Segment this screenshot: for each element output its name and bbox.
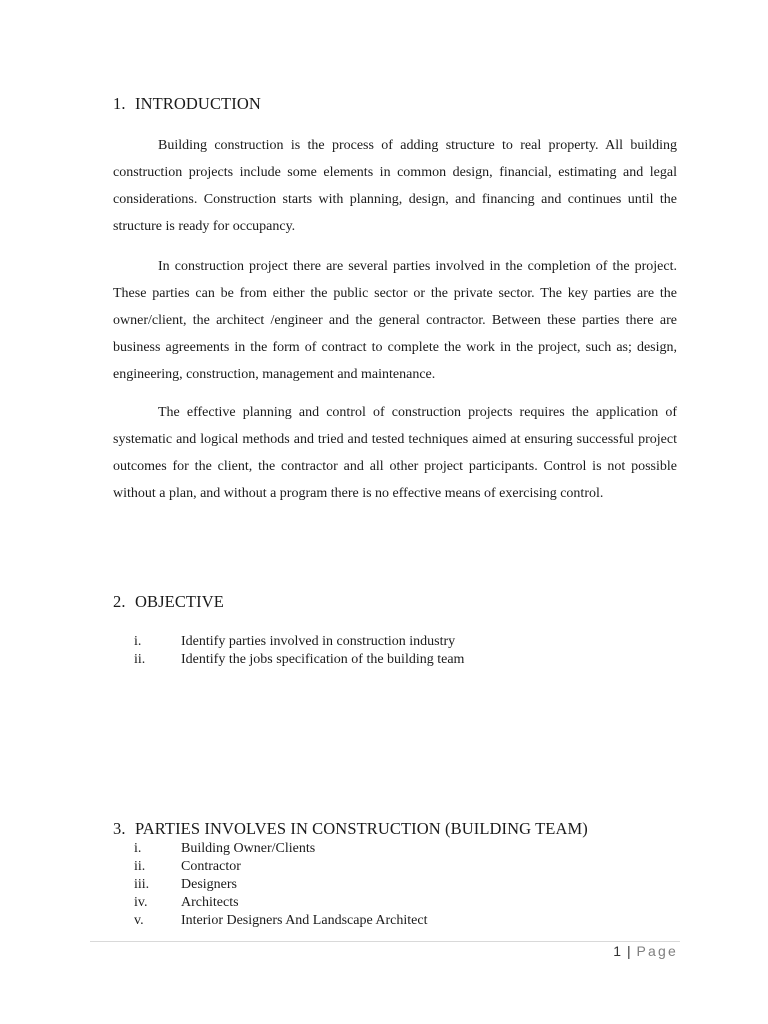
- footer-separator: |: [626, 943, 631, 959]
- page-label: Page: [636, 943, 678, 959]
- list-marker: ii.: [134, 859, 146, 874]
- list-item-text: Identify the jobs specification of the building team: [181, 652, 465, 667]
- list-marker: iii.: [134, 877, 150, 892]
- section-title: OBJECTIVE: [135, 592, 224, 611]
- list-item: [134, 858, 427, 876]
- parties-list: [134, 840, 427, 930]
- list-marker: i.: [134, 634, 142, 649]
- list-marker: iv.: [134, 895, 148, 910]
- list-item-text: Designers: [181, 877, 237, 892]
- section-heading-objective: [113, 592, 224, 612]
- section-heading-introduction: [113, 94, 261, 114]
- section-number: 2.: [113, 592, 126, 611]
- footer-divider: [90, 941, 680, 942]
- list-item: [134, 840, 427, 858]
- page-number: 1: [613, 943, 622, 959]
- list-item-text: Identify parties involved in construction industry: [181, 634, 456, 649]
- list-item: [134, 912, 427, 930]
- intro-paragraph-2: In construction project there are several parties involved in the completion of the project. These parties can be from either the public sector or the private sector. The key parties are the owner/client, the architect /engineer and the general contractor. Between these parties there are business agreements in the form of contract to complete the work in the project, such as; design, engineering, construction, management and maintenance.: [113, 259, 677, 382]
- list-item-text: Contractor: [181, 859, 241, 874]
- list-item: [134, 651, 464, 669]
- list-item-text: Building Owner/Clients: [181, 841, 316, 856]
- section-title: INTRODUCTION: [135, 94, 261, 113]
- list-marker: ii.: [134, 652, 146, 667]
- list-item: [134, 894, 427, 912]
- section-number: 3.: [113, 819, 126, 838]
- list-item-text: Interior Designers And Landscape Architect: [181, 913, 428, 928]
- list-marker: i.: [134, 841, 142, 856]
- page-footer: [613, 943, 678, 959]
- section-title: PARTIES INVOLVES IN CONSTRUCTION (BUILDING TEAM): [135, 819, 588, 838]
- list-item: [134, 633, 464, 651]
- section-heading-parties: [113, 819, 588, 839]
- list-item: [134, 876, 427, 894]
- list-item-text: Architects: [181, 895, 239, 910]
- section-number: 1.: [113, 94, 126, 113]
- objective-list: [134, 633, 464, 669]
- intro-paragraph-1: Building construction is the process of adding structure to real property. All building construction projects include some elements in common design, financial, estimating and legal considerations. Construction starts with planning, design, and financing and continues until the structure is ready for occupancy.: [113, 138, 677, 234]
- list-marker: v.: [134, 913, 144, 928]
- intro-paragraph-3: The effective planning and control of construction projects requires the application of systematic and logical methods and tried and tested techniques aimed at ensuring successful project outcomes for the client, the contractor and all other project participants. Control is not possible without a plan, and without a program there is no effective means of exercising control.: [113, 405, 677, 501]
